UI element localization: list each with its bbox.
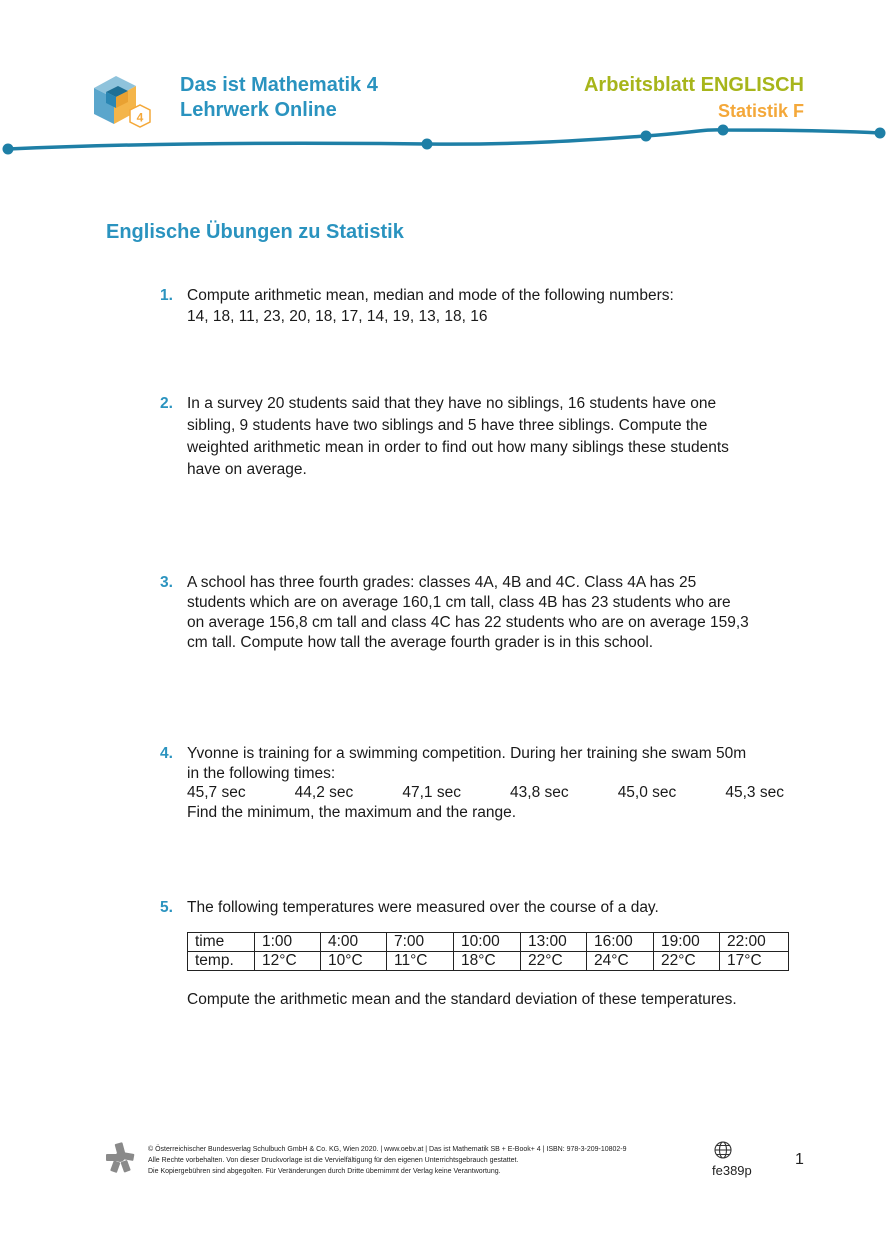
table-cell: 16:00 (587, 933, 654, 952)
exercise-number: 2. (160, 395, 173, 412)
swim-time: 43,8 sec (510, 784, 569, 801)
exercise-line: 14, 18, 11, 23, 20, 18, 17, 14, 19, 13, 18, 16 (187, 308, 488, 325)
exercise-line: students which are on average 160,1 cm tall, class 4B has 23 students who are (187, 594, 731, 611)
footer-copyright (148, 1144, 627, 1177)
swim-time: 45,3 sec (725, 784, 784, 801)
table-cell: 10°C (321, 952, 387, 971)
wave-dot (718, 125, 729, 136)
brand-title (180, 73, 378, 123)
footer-line: Alle Rechte vorbehalten. Von dieser Druckvorlage ist die Vervielfältigung für den eigenen Unterrichtsgebrauch gestattet. (148, 1157, 519, 1164)
table-cell: 22:00 (720, 933, 789, 952)
table-row (188, 933, 789, 952)
wave-dot (875, 128, 886, 139)
sheet-subtitle: Statistik F (717, 101, 804, 121)
swim-time: 45,0 sec (617, 784, 677, 801)
online-code: fe389p (712, 1163, 752, 1178)
temperature-table (187, 932, 789, 971)
page-number: 1 (795, 1151, 804, 1168)
exercise-2 (160, 393, 800, 481)
table-cell: time (188, 933, 255, 952)
wave-dot (641, 131, 652, 142)
exercise-line: In a survey 20 students said that they have no siblings, 16 students have one (187, 395, 717, 412)
exercise-number: 4. (160, 745, 173, 762)
publisher-logo-icon (104, 1141, 136, 1173)
globe-icon (713, 1140, 733, 1160)
exercise-line: A school has three fourth grades: classes 4A, 4B and 4C. Class 4A has 25 (187, 574, 697, 591)
footer-line: © Österreichischer Bundesverlag Schulbuch GmbH & Co. KG, Wien 2020. | www.oebv.at | Das ist Mathematik SB + E-Book+ 4 | ISBN: 978-3-209-10802-9 (148, 1146, 627, 1153)
table-cell: 17°C (720, 952, 789, 971)
table-cell: 11°C (387, 952, 454, 971)
table-cell: 7:00 (387, 933, 454, 952)
exercise-intro: The following temperatures were measured over the course of a day. (187, 899, 659, 916)
exercise-5 (160, 897, 800, 1010)
brand-line-1: Das ist Mathematik 4 (180, 74, 378, 96)
table-cell: 24°C (587, 952, 654, 971)
sheet-type: Arbeitsblatt ENGLISCH (583, 74, 804, 96)
exercise-line: weighted arithmetic mean in order to find out how many siblings these students (187, 439, 729, 456)
table-cell: 12°C (255, 952, 321, 971)
logo-number: 4 (136, 110, 144, 125)
exercise-line: Yvonne is training for a swimming competition. During her training she swam 50m (187, 745, 747, 762)
table-cell: 10:00 (454, 933, 521, 952)
footer-line: Die Kopiergebühren sind abgegolten. Für Veränderungen durch Dritte übernimmt der Verlag keine Verantwortung. (148, 1168, 501, 1175)
table-cell: 19:00 (654, 933, 720, 952)
swim-time: 45,7 sec (187, 784, 246, 801)
table-cell: 22°C (654, 952, 720, 971)
exercise-line: Compute the arithmetic mean and the standard deviation of these temperatures. (187, 991, 737, 1008)
exercise-line: in the following times: (187, 764, 336, 782)
exercise-line: on average 156,8 cm tall and class 4C has 22 students who are on average 159,3 (187, 614, 749, 631)
header-wave-line (0, 120, 890, 165)
swim-time: 44,2 sec (294, 784, 354, 801)
exercise-number: 1. (160, 287, 173, 304)
exercise-4 (160, 744, 800, 822)
swim-times (187, 783, 784, 803)
exercise-line: Compute arithmetic mean, median and mode of the following numbers: (187, 287, 674, 304)
exercise-number: 5. (160, 899, 173, 916)
exercise-number: 3. (160, 574, 173, 591)
table-cell: 4:00 (321, 933, 387, 952)
swim-time: 47,1 sec (402, 784, 461, 801)
table-cell: 18°C (454, 952, 521, 971)
brand-line-2: Lehrwerk Online (180, 99, 337, 121)
table-row (188, 952, 789, 971)
table-cell: 22°C (521, 952, 587, 971)
exercise-line: have on average. (187, 461, 307, 478)
table-cell: 1:00 (255, 933, 321, 952)
table-cell: 13:00 (521, 933, 587, 952)
exercise-line: sibling, 9 students have two siblings and 5 have three siblings. Compute the (187, 417, 708, 434)
wave-dot (422, 139, 433, 150)
page-title: Englische Übungen zu Statistik (106, 221, 404, 243)
table-cell: temp. (188, 952, 255, 971)
exercise-line: cm tall. Compute how tall the average fourth grader is in this school. (187, 634, 654, 651)
exercise-3 (160, 573, 800, 653)
exercise-line: Find the minimum, the maximum and the range. (187, 803, 517, 821)
wave-dot (3, 144, 14, 155)
exercise-1 (160, 285, 800, 327)
